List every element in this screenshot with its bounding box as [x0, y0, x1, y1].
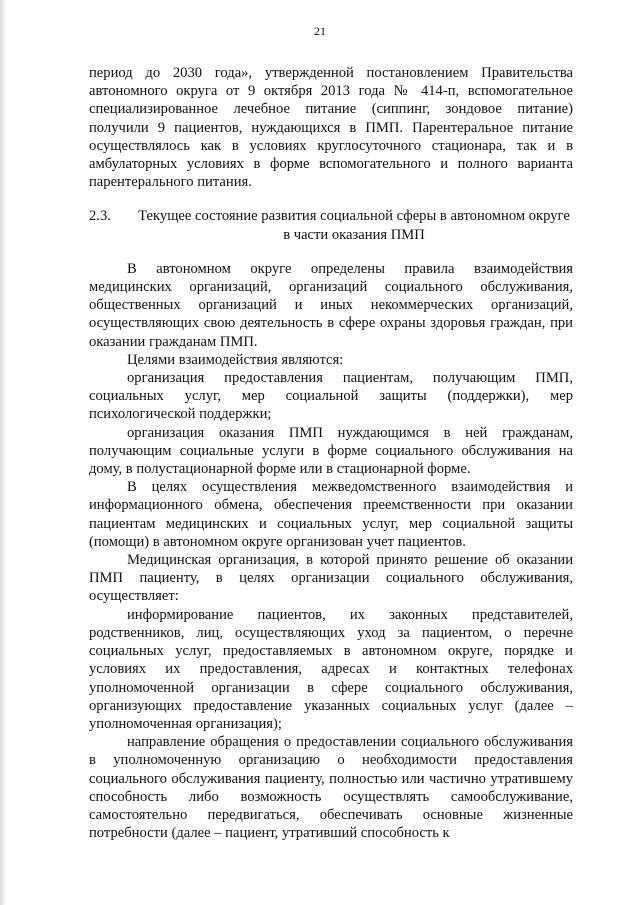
- document-body: [89, 64, 573, 842]
- section-heading: [89, 207, 573, 243]
- paragraph: период до 2030 года», утвержденной постановлением Правительства автономного округа от 9 октября 2013 года № 414-п, вспомогательное специализированное лечебное питание (сиппинг, зондовое питание) получили 9 пациентов, нуждающихся в ПМП. Парентеральное питание осуществлялось как в условиях круглосуточного стационара, так и в амбулаторных условиях в форме вспомогательного и полного варианта парентерального питания.: [89, 65, 573, 191]
- section-number: 2.3.: [89, 208, 111, 225]
- paragraph: В целях осуществления межведомственного взаимодействия и информационного обмена, обеспечения преемственности при оказании пациентам медицинских и социальных услуг, мер социальной защиты (помощи) в автономном округе организован учет пациентов.: [89, 479, 573, 550]
- paragraph: Целями взаимодействия являются:: [127, 351, 344, 368]
- page-number: 21: [314, 24, 326, 38]
- page-edge-shadow: [0, 0, 6, 905]
- paragraph: организация предоставления пациентам, получающим ПМП, социальных услуг, мер социальной защиты (поддержки), мер психологической поддержки;: [89, 370, 573, 423]
- section-title: Текущее состояние развития социальной сферы в автономном округе в части оказания ПМП: [138, 208, 570, 243]
- paragraph: организация оказания ПМП нуждающимся в ней гражданам, получающим социальные услуги в форме социального обслуживания на дому, в полустационарной форме или в стационарной форме.: [89, 424, 573, 478]
- paragraph: направление обращения о предоставлении социального обслуживания в уполномоченную организацию о необходимости предоставления социального обслуживания пациенту, полностью или частично утратившему способность либо возможность осуществлять самообслуживание, самостоятельно передвигаться, обеспечивать основные жизненные потребности (далее – пациент, утративший способность к: [89, 734, 573, 842]
- paragraph: информирование пациентов, их законных представителей, родственников, лиц, осуществляющих уход за пациентом, о перечне социальных услуг, предоставляемых в автономном округе, порядке и условиях их предоставления, адресах и контактных телефонах уполномоченной организации в сфере социального обслуживания, организующих предоставление указанных социальных услуг (далее – уполномоченная организация);: [89, 606, 573, 732]
- paragraph: В автономном округе определены правила взаимодействия медицинских организаций, организаций социального обслуживания, общественных организаций и иных некоммерческих организаций, осуществляющих свою деятельность в сфере охраны здоровья граждан, при оказании гражданам ПМП.: [89, 260, 573, 350]
- paragraph: Медицинская организация, в которой принято решение об оказании ПМП пациенту, в целях организации социального обслуживания, осуществляет:: [89, 552, 573, 605]
